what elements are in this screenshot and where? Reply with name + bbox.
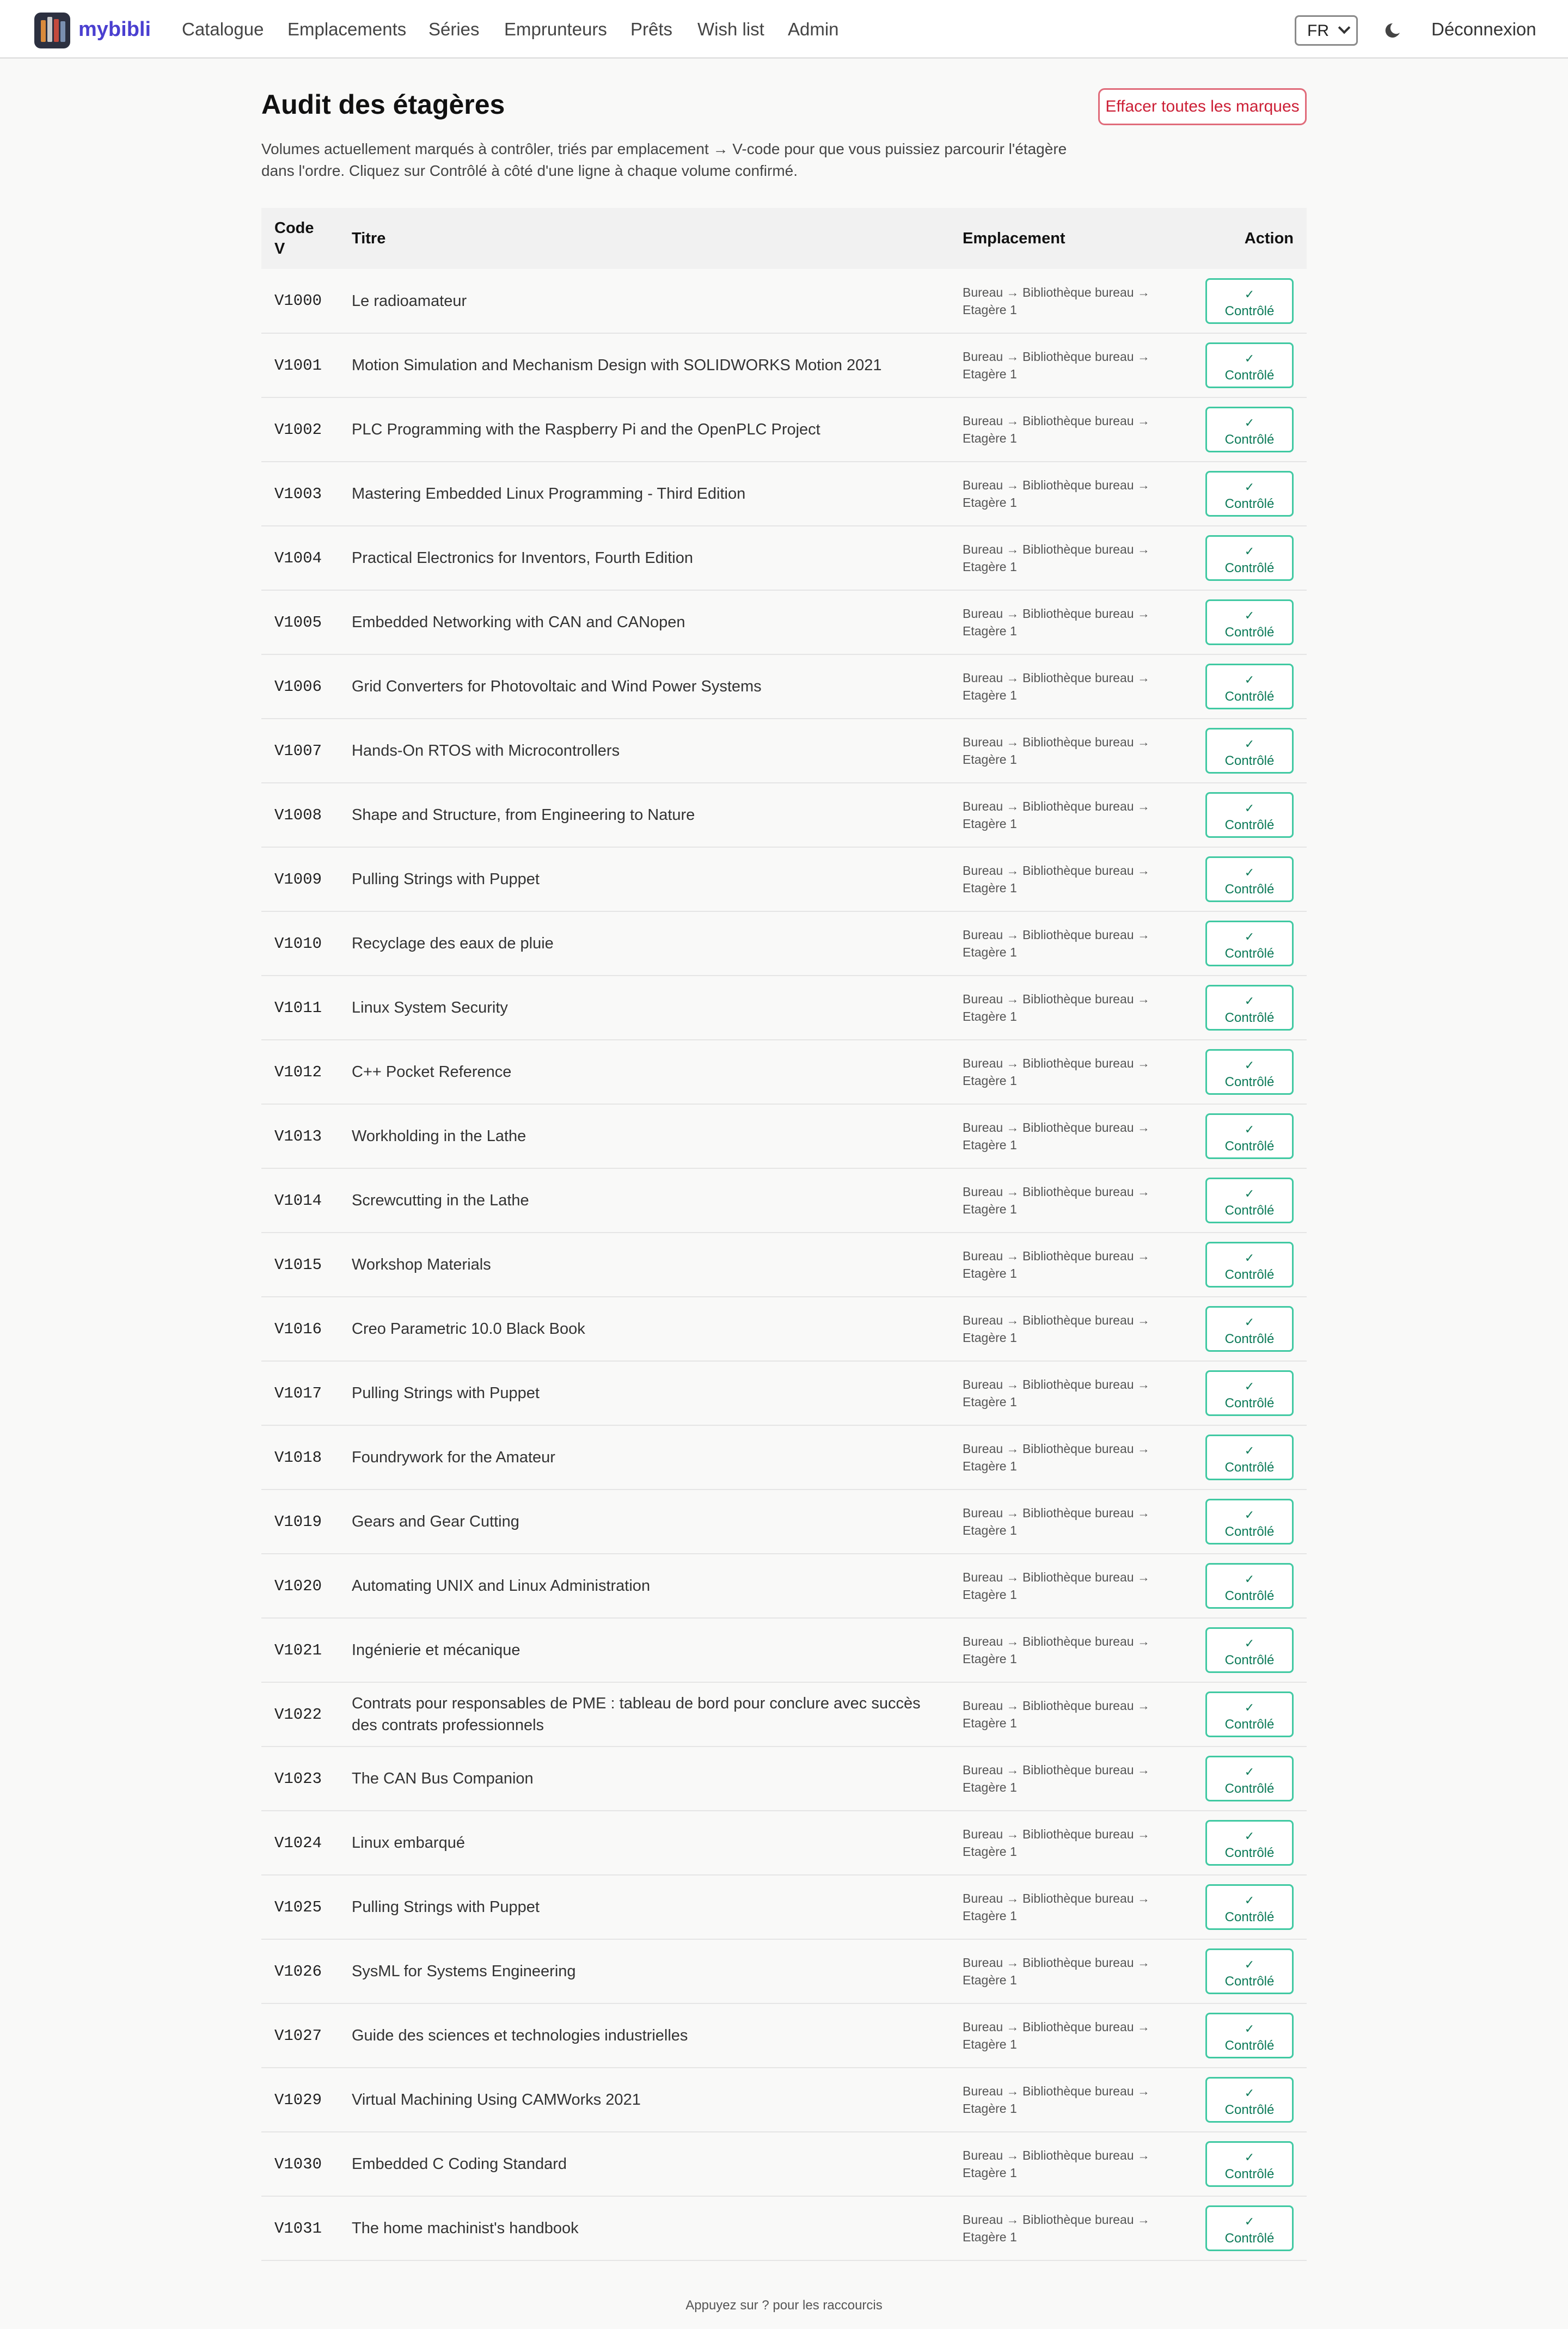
- checkmark-icon: ✓: [1244, 1958, 1255, 1971]
- volume-title: Linux System Security: [352, 999, 508, 1016]
- checkmark-icon: ✓: [1244, 1251, 1255, 1265]
- nav-admin[interactable]: Admin: [788, 19, 839, 39]
- mark-checked-button[interactable]: [1205, 2077, 1294, 2123]
- action-cell: [1192, 1554, 1307, 1618]
- action-cell: [1192, 1040, 1307, 1104]
- page-description: Volumes actuellement marqués à contrôler, triés par emplacement → V-code pour que vous puissiez parcourir l'étagère dans l'ordre. Cliquez sur Contrôlé à côté d'une ligne à chaque volume confirmé.: [261, 140, 1067, 179]
- table-row: [261, 1746, 1307, 1811]
- volume-code: V1022: [274, 1705, 322, 1724]
- mark-checked-button[interactable]: [1205, 1178, 1294, 1223]
- mark-checked-button[interactable]: [1205, 471, 1294, 517]
- mark-checked-button[interactable]: [1205, 278, 1294, 324]
- table-row: [261, 1811, 1307, 1875]
- mark-checked-button[interactable]: [1205, 1884, 1294, 1930]
- column-header-code: Code V: [274, 219, 314, 258]
- checked-label: Contrôlé: [1224, 2103, 1275, 2117]
- action-cell: [1192, 1425, 1307, 1490]
- action-cell: [1192, 783, 1307, 847]
- volume-title: The CAN Bus Companion: [352, 1770, 534, 1787]
- table-row: [261, 1361, 1307, 1425]
- table-row: [261, 1425, 1307, 1490]
- nav-series[interactable]: Séries: [428, 19, 480, 39]
- checkmark-icon: ✓: [1244, 2215, 1255, 2228]
- mark-checked-button[interactable]: [1205, 2013, 1294, 2058]
- table-row: [261, 462, 1307, 526]
- mark-checked-button[interactable]: [1205, 599, 1294, 645]
- mark-checked-button[interactable]: [1205, 921, 1294, 966]
- volume-title: Guide des sciences et technologies industrielles: [352, 2027, 688, 2044]
- nav-wish-list[interactable]: Wish list: [697, 19, 764, 39]
- table-row: [261, 719, 1307, 783]
- mark-checked-button[interactable]: [1205, 1435, 1294, 1480]
- checked-label: Contrôlé: [1224, 561, 1275, 575]
- volume-title: SysML for Systems Engineering: [352, 1963, 576, 1980]
- action-cell: [1192, 1233, 1307, 1297]
- mark-checked-button[interactable]: [1205, 1948, 1294, 1994]
- volume-code: V1012: [274, 1063, 322, 1081]
- mark-checked-button[interactable]: [1205, 535, 1294, 581]
- volume-title: Pulling Strings with Puppet: [352, 1898, 540, 1916]
- volume-title: Workshop Materials: [352, 1256, 491, 1273]
- checked-label: Contrôlé: [1224, 1010, 1275, 1025]
- checkmark-icon: ✓: [1244, 1123, 1255, 1136]
- volume-title: Grid Converters for Photovoltaic and Wind Power Systems: [352, 678, 762, 695]
- volume-code: V1005: [274, 613, 322, 632]
- checked-label: Contrôlé: [1224, 1589, 1275, 1603]
- volume-code: V1013: [274, 1127, 322, 1145]
- checked-label: Contrôlé: [1224, 497, 1275, 511]
- action-cell: [1192, 976, 1307, 1040]
- mark-checked-button[interactable]: [1205, 985, 1294, 1031]
- checked-label: Contrôlé: [1224, 1974, 1275, 1989]
- mark-checked-button[interactable]: [1205, 856, 1294, 902]
- mark-checked-button[interactable]: [1205, 1627, 1294, 1673]
- checkmark-icon: ✓: [1244, 1572, 1255, 1586]
- page-title: Audit des étagères: [261, 89, 505, 120]
- action-cell: [1192, 1746, 1307, 1811]
- checked-label: Contrôlé: [1224, 689, 1275, 704]
- table-row: [261, 1040, 1307, 1104]
- volume-title: Ingénierie et mécanique: [352, 1641, 520, 1659]
- volume-title: Foundrywork for the Amateur: [352, 1449, 555, 1466]
- volume-location: Bureau → Bibliothèque bureau → Etagère 1: [963, 478, 1150, 510]
- mark-checked-button[interactable]: [1205, 728, 1294, 774]
- mark-checked-button[interactable]: [1205, 792, 1294, 838]
- volume-code: V1010: [274, 934, 322, 953]
- checkmark-icon: ✓: [1244, 2150, 1255, 2164]
- brand-name[interactable]: mybibli: [78, 18, 151, 41]
- volume-location: Bureau → Bibliothèque bureau → Etagère 1: [963, 671, 1150, 702]
- nav-prets[interactable]: Prêts: [630, 19, 673, 39]
- checked-label: Contrôlé: [1224, 625, 1275, 640]
- checkmark-icon: ✓: [1244, 1444, 1255, 1457]
- volume-code: V1021: [274, 1641, 322, 1659]
- volume-location: Bureau → Bibliothèque bureau → Etagère 1: [963, 1120, 1150, 1152]
- volume-title: Workholding in the Lathe: [352, 1127, 526, 1145]
- checkmark-icon: ✓: [1244, 801, 1255, 815]
- checkmark-icon: ✓: [1244, 1315, 1255, 1329]
- checkmark-icon: ✓: [1244, 416, 1255, 430]
- volume-location: Bureau → Bibliothèque bureau → Etagère 1: [963, 414, 1150, 445]
- checkmark-icon: ✓: [1244, 1380, 1255, 1393]
- table-row: [261, 783, 1307, 847]
- checkmark-icon: ✓: [1244, 737, 1255, 751]
- moon-icon[interactable]: [1383, 20, 1405, 41]
- volume-code: V1027: [274, 2026, 322, 2045]
- audit-table: [261, 208, 1307, 2261]
- volume-location: Bureau → Bibliothèque bureau → Etagère 1: [963, 1056, 1150, 1088]
- volume-code: V1024: [274, 1834, 322, 1852]
- volume-code: V1015: [274, 1255, 322, 1274]
- volume-location: Bureau → Bibliothèque bureau → Etagère 1: [963, 928, 1150, 959]
- action-cell: [1192, 911, 1307, 976]
- checkmark-icon: ✓: [1244, 287, 1255, 301]
- volume-code: V1001: [274, 356, 322, 375]
- volume-title: Automating UNIX and Linux Administration: [352, 1577, 651, 1595]
- volume-code: V1018: [274, 1448, 322, 1467]
- volume-code: V1017: [274, 1384, 322, 1402]
- volume-location: Bureau → Bibliothèque bureau → Etagère 1: [963, 285, 1150, 317]
- table-body: [261, 269, 1307, 2260]
- table-row: [261, 1490, 1307, 1554]
- mark-checked-button[interactable]: [1205, 664, 1294, 709]
- checkmark-icon: ✓: [1244, 609, 1255, 622]
- action-cell: [1192, 847, 1307, 911]
- mark-checked-button[interactable]: [1205, 1820, 1294, 1866]
- volume-location: Bureau → Bibliothèque bureau → Etagère 1: [963, 1506, 1150, 1537]
- checked-label: Contrôlé: [1224, 1075, 1275, 1089]
- table-row: [261, 1875, 1307, 1939]
- top-navbar: [0, 0, 1568, 59]
- checked-label: Contrôlé: [1224, 432, 1275, 447]
- checked-label: Contrôlé: [1224, 1139, 1275, 1154]
- volume-title: Mastering Embedded Linux Programming - Third Edition: [352, 485, 746, 502]
- volume-location: Bureau → Bibliothèque bureau → Etagère 1: [963, 1763, 1150, 1794]
- checked-label: Contrôlé: [1224, 368, 1275, 383]
- action-cell: [1192, 1875, 1307, 1939]
- action-cell: [1192, 1490, 1307, 1554]
- table-row: [261, 654, 1307, 719]
- volume-code: V1008: [274, 806, 322, 824]
- checked-label: Contrôlé: [1224, 1203, 1275, 1218]
- action-cell: [1192, 2003, 1307, 2068]
- volume-code: V1025: [274, 1898, 322, 1916]
- checked-label: Contrôlé: [1224, 1524, 1275, 1539]
- volume-title: Le radioamateur: [352, 292, 467, 310]
- nav-emprunteurs[interactable]: Emprunteurs: [504, 19, 607, 39]
- language-select[interactable]: [1295, 15, 1358, 46]
- volume-title: Gears and Gear Cutting: [352, 1513, 519, 1530]
- volume-location: Bureau → Bibliothèque bureau → Etagère 1: [963, 735, 1150, 767]
- action-cell: [1192, 2196, 1307, 2260]
- volume-code: V1016: [274, 1320, 322, 1338]
- action-cell: [1192, 1939, 1307, 2003]
- checked-label: Contrôlé: [1224, 818, 1275, 832]
- checked-label: Contrôlé: [1224, 1846, 1275, 1860]
- action-cell: [1192, 269, 1307, 333]
- checked-label: Contrôlé: [1224, 1332, 1275, 1346]
- mark-checked-button[interactable]: [1205, 342, 1294, 388]
- action-cell: [1192, 462, 1307, 526]
- table-row: [261, 526, 1307, 590]
- volume-code: V1002: [274, 420, 322, 439]
- table-row: [261, 1618, 1307, 1682]
- volume-code: V1023: [274, 1769, 322, 1788]
- checked-label: Contrôlé: [1224, 882, 1275, 897]
- books-logo-icon[interactable]: [34, 13, 70, 48]
- table-row: [261, 1939, 1307, 2003]
- mark-checked-button[interactable]: [1205, 1499, 1294, 1545]
- checkmark-icon: ✓: [1244, 930, 1255, 943]
- volume-location: Bureau → Bibliothèque bureau → Etagère 1: [963, 2212, 1150, 2244]
- checked-label: Contrôlé: [1224, 303, 1275, 318]
- volume-code: V1014: [274, 1191, 322, 1210]
- table-row: [261, 1297, 1307, 1361]
- volume-title: Screwcutting in the Lathe: [352, 1192, 529, 1209]
- checkmark-icon: ✓: [1244, 994, 1255, 1008]
- table-row: [261, 333, 1307, 397]
- checkmark-icon: ✓: [1244, 866, 1255, 879]
- checked-label: Contrôlé: [1224, 1460, 1275, 1475]
- checkmark-icon: ✓: [1244, 1508, 1255, 1522]
- table-row: [261, 1233, 1307, 1297]
- volume-location: Bureau → Bibliothèque bureau → Etagère 1: [963, 1185, 1150, 1216]
- mark-checked-button[interactable]: [1205, 1306, 1294, 1352]
- volume-location: Bureau → Bibliothèque bureau → Etagère 1: [963, 542, 1150, 574]
- mark-checked-button[interactable]: [1205, 1691, 1294, 1737]
- action-cell: [1192, 1618, 1307, 1682]
- table-row: [261, 847, 1307, 911]
- table-row: [261, 269, 1307, 333]
- mark-checked-button[interactable]: [1205, 407, 1294, 452]
- action-cell: [1192, 333, 1307, 397]
- volume-title: Linux embarqué: [352, 1834, 465, 1852]
- table-row: [261, 590, 1307, 654]
- table-row: [261, 2132, 1307, 2196]
- action-cell: [1192, 397, 1307, 462]
- volume-title: Creo Parametric 10.0 Black Book: [352, 1320, 585, 1338]
- volume-code: V1026: [274, 1962, 322, 1981]
- volume-location: Bureau → Bibliothèque bureau → Etagère 1: [963, 1891, 1150, 1923]
- clear-all-marks-button[interactable]: Effacer toutes les marques: [1098, 88, 1307, 125]
- table-row: [261, 1168, 1307, 1233]
- volume-title: Pulling Strings with Puppet: [352, 1384, 540, 1402]
- checkmark-icon: ✓: [1244, 1637, 1255, 1650]
- table-header-row: [261, 208, 1307, 269]
- logout-link[interactable]: Déconnexion: [1431, 19, 1536, 39]
- checkmark-icon: ✓: [1244, 480, 1255, 494]
- column-header-title: Titre: [352, 230, 386, 247]
- table-row: [261, 1682, 1307, 1746]
- volume-location: Bureau → Bibliothèque bureau → Etagère 1: [963, 606, 1150, 638]
- checked-label: Contrôlé: [1224, 1717, 1275, 1732]
- mark-checked-button[interactable]: [1205, 1113, 1294, 1159]
- volume-title: Embedded Networking with CAN and CANopen: [352, 614, 685, 631]
- volume-title: Motion Simulation and Mechanism Design with SOLIDWORKS Motion 2021: [352, 357, 882, 374]
- volume-title: Virtual Machining Using CAMWorks 2021: [352, 2091, 641, 2109]
- volume-location: Bureau → Bibliothèque bureau → Etagère 1: [963, 1956, 1150, 1987]
- volume-title: Hands-On RTOS with Microcontrollers: [352, 742, 620, 759]
- volume-title: Contrats pour responsables de PME : tableau de bord pour conclure avec succès des contrats professionnels: [352, 1695, 921, 1734]
- volume-location: Bureau → Bibliothèque bureau → Etagère 1: [963, 1827, 1150, 1859]
- volume-title: The home machinist's handbook: [352, 2220, 579, 2237]
- mark-checked-button[interactable]: [1205, 2141, 1294, 2187]
- volume-code: V1004: [274, 549, 322, 567]
- volume-code: V1006: [274, 677, 322, 696]
- volume-title: Embedded C Coding Standard: [352, 2155, 567, 2173]
- volume-title: Shape and Structure, from Engineering to Nature: [352, 806, 695, 824]
- action-cell: [1192, 1297, 1307, 1361]
- checkmark-icon: ✓: [1244, 1829, 1255, 1843]
- checked-label: Contrôlé: [1224, 1396, 1275, 1411]
- column-header-action: Action: [1244, 230, 1294, 247]
- volume-location: Bureau → Bibliothèque bureau → Etagère 1: [963, 863, 1150, 895]
- action-cell: [1192, 2132, 1307, 2196]
- mark-checked-button[interactable]: [1205, 1370, 1294, 1416]
- table-row: [261, 397, 1307, 462]
- table-row: [261, 2068, 1307, 2132]
- checked-label: Contrôlé: [1224, 1267, 1275, 1282]
- table-row: [261, 911, 1307, 976]
- checkmark-icon: ✓: [1244, 1765, 1255, 1779]
- volume-location: Bureau → Bibliothèque bureau → Etagère 1: [963, 799, 1150, 831]
- checkmark-icon: ✓: [1244, 2022, 1255, 2036]
- action-cell: [1192, 2068, 1307, 2132]
- volume-code: V1020: [274, 1577, 322, 1595]
- mark-checked-button[interactable]: [1205, 1563, 1294, 1609]
- volume-code: V1019: [274, 1512, 322, 1531]
- volume-title: Practical Electronics for Inventors, Fourth Edition: [352, 549, 693, 567]
- nav-catalogue[interactable]: Catalogue: [182, 19, 264, 39]
- shortcuts-hint: Appuyez sur ? pour les raccourcis: [685, 2298, 883, 2313]
- action-cell: [1192, 1682, 1307, 1746]
- volume-title: PLC Programming with the Raspberry Pi and the OpenPLC Project: [352, 421, 820, 438]
- checkmark-icon: ✓: [1244, 2086, 1255, 2100]
- nav-emplacements[interactable]: Emplacements: [287, 19, 407, 39]
- checked-label: Contrôlé: [1224, 2231, 1275, 2246]
- action-cell: [1192, 590, 1307, 654]
- volume-location: Bureau → Bibliothèque bureau → Etagère 1: [963, 2084, 1150, 2116]
- chevron-down-icon: [1338, 22, 1351, 34]
- volume-title: C++ Pocket Reference: [352, 1063, 512, 1081]
- volume-location: Bureau → Bibliothèque bureau → Etagère 1: [963, 1313, 1150, 1345]
- volume-code: V1007: [274, 741, 322, 760]
- table-row: [261, 1104, 1307, 1168]
- volume-location: Bureau → Bibliothèque bureau → Etagère 1: [963, 1249, 1150, 1280]
- checked-label: Contrôlé: [1224, 2167, 1275, 2181]
- action-cell: [1192, 1104, 1307, 1168]
- checkmark-icon: ✓: [1244, 1701, 1255, 1714]
- volume-location: Bureau → Bibliothèque bureau → Etagère 1: [963, 1442, 1150, 1473]
- table-row: [261, 1554, 1307, 1618]
- checked-label: Contrôlé: [1224, 1781, 1275, 1796]
- volume-location: Bureau → Bibliothèque bureau → Etagère 1: [963, 1377, 1150, 1409]
- checked-label: Contrôlé: [1224, 1653, 1275, 1668]
- checkmark-icon: ✓: [1244, 673, 1255, 687]
- table-row: [261, 2196, 1307, 2260]
- checkmark-icon: ✓: [1244, 1187, 1255, 1200]
- checked-label: Contrôlé: [1224, 2038, 1275, 2053]
- checkmark-icon: ✓: [1244, 544, 1255, 558]
- volume-location: Bureau → Bibliothèque bureau → Etagère 1: [963, 992, 1150, 1023]
- volume-location: Bureau → Bibliothèque bureau → Etagère 1: [963, 2020, 1150, 2051]
- volume-code: V1030: [274, 2155, 322, 2173]
- action-cell: [1192, 526, 1307, 590]
- volume-code: V1009: [274, 870, 322, 888]
- checkmark-icon: ✓: [1244, 352, 1255, 365]
- volume-location: Bureau → Bibliothèque bureau → Etagère 1: [963, 1570, 1150, 1602]
- column-header-location: Emplacement: [963, 230, 1065, 247]
- mark-checked-button[interactable]: [1205, 1242, 1294, 1288]
- checked-label: Contrôlé: [1224, 1910, 1275, 1925]
- volume-location: Bureau → Bibliothèque bureau → Etagère 1: [963, 350, 1150, 381]
- checkmark-icon: ✓: [1244, 1058, 1255, 1072]
- volume-location: Bureau → Bibliothèque bureau → Etagère 1: [963, 2148, 1150, 2180]
- volume-title: Recyclage des eaux de pluie: [352, 935, 554, 952]
- volume-title: Pulling Strings with Puppet: [352, 871, 540, 888]
- mark-checked-button[interactable]: [1205, 1049, 1294, 1095]
- mark-checked-button[interactable]: [1205, 1756, 1294, 1801]
- action-cell: [1192, 1811, 1307, 1875]
- volume-code: V1003: [274, 485, 322, 503]
- checkmark-icon: ✓: [1244, 1893, 1255, 1907]
- volume-location: Bureau → Bibliothèque bureau → Etagère 1: [963, 1699, 1150, 1730]
- action-cell: [1192, 1361, 1307, 1425]
- table-row: [261, 976, 1307, 1040]
- action-cell: [1192, 1168, 1307, 1233]
- volume-code: V1031: [274, 2219, 322, 2238]
- language-value: FR: [1307, 22, 1329, 40]
- volume-location: Bureau → Bibliothèque bureau → Etagère 1: [963, 1634, 1150, 1666]
- checked-label: Contrôlé: [1224, 753, 1275, 768]
- volume-code: V1011: [274, 998, 322, 1017]
- volume-code: V1000: [274, 292, 322, 310]
- volume-code: V1029: [274, 2091, 322, 2109]
- action-cell: [1192, 719, 1307, 783]
- table-row: [261, 2003, 1307, 2068]
- mark-checked-button[interactable]: [1205, 2205, 1294, 2251]
- action-cell: [1192, 654, 1307, 719]
- checked-label: Contrôlé: [1224, 946, 1275, 961]
